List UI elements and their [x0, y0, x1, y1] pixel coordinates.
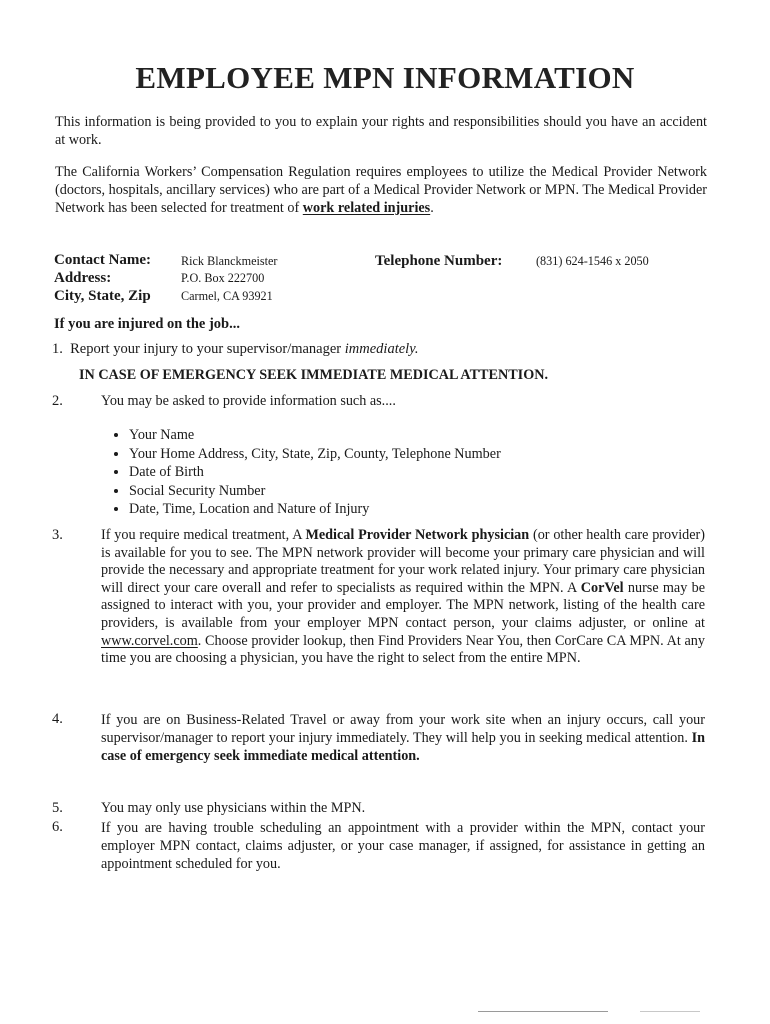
footer-rule [640, 1011, 700, 1012]
corvel-link[interactable]: www.corvel.com [101, 632, 198, 649]
step-1-text: Report your injury to your supervisor/manager [70, 341, 342, 357]
step-5-text: You may only use physicians within the MPN. [101, 800, 366, 816]
list-item: • Social Security Number [129, 482, 501, 501]
step-6-number: 6. [52, 819, 63, 835]
step-4-emphasis: In case of emergency seek immediate medical attention. [101, 730, 706, 764]
info-bullet-list [101, 426, 501, 519]
address-label: Address: [54, 270, 112, 286]
list-item: • Date of Birth [129, 463, 501, 482]
step-3-part-1: If you require medical treatment, A [101, 527, 302, 543]
step-3-text [101, 527, 705, 668]
intro-paragraph: This information is being provided to you to explain your rights and responsibilities should you have an accident at work. [55, 114, 707, 148]
emergency-notice: IN CASE OF EMERGENCY SEEK IMMEDIATE MEDICAL ATTENTION. [79, 367, 549, 383]
step-3-part-3: nurse may be assigned to interact with you, your provider and employer. The MPN network, listing of the health care providers, is available from your employer MPN contact person, your claims adjuster, or online at [101, 579, 705, 631]
step-6-text: If you are having trouble scheduling an appointment with a provider within the MPN, contact your employer MPN contact, claims adjuster, or your case manager, if assigned, for assistance in getting an appointment scheduled for you. [101, 820, 705, 872]
step-5-number: 5. [52, 800, 63, 816]
step-2-text: You may be asked to provide information such as.... [101, 393, 396, 409]
work-related-injuries-emphasis: work related injuries [302, 200, 431, 216]
list-item: • Date, Time, Location and Nature of Injury [129, 500, 501, 519]
regulation-paragraph [55, 163, 707, 217]
address-value: P.O. Box 222700 [181, 271, 265, 285]
contact-name-value: Rick Blanckmeister [181, 254, 278, 268]
step-3-part-2: (or other health care provider) is available for you to see. The MPN network provider will become your primary care physician and will provide the necessary and appropriate treatment for your work related injury. Your primary care physician will direct your care overall and refer to specialists as required within the MPN. A [101, 527, 705, 596]
list-item: • Your Home Address, City, State, Zip, County, Telephone Number [129, 445, 501, 464]
city-state-zip-label: City, State, Zip [54, 288, 151, 304]
step-1-emphasis: immediately. [344, 341, 419, 357]
step-1-number: 1. [52, 341, 63, 357]
step-4-text [101, 711, 705, 765]
step-1 [52, 341, 418, 358]
step-2-number: 2. [52, 393, 63, 409]
city-state-zip-value: Carmel, CA 93921 [181, 289, 273, 303]
footer-rule [478, 1011, 608, 1012]
step-4-plain: If you are on Business-Related Travel or away from your work site when an injury occurs, call your supervisor/manager to report your injury immediately. They will help you in seeking medical attention. [101, 712, 705, 746]
injured-heading: If you are injured on the job... [54, 316, 240, 332]
step-3-part-4: . Choose provider lookup, then Find Providers Near You, then CorCare CA MPN. At any time you are choosing a physician, you have the right to select from the entire MPN. [101, 632, 705, 667]
step-4-number: 4. [52, 711, 63, 727]
telephone-value: (831) 624-1546 x 2050 [536, 254, 649, 268]
mpn-physician-emphasis: Medical Provider Network physician [305, 527, 530, 543]
regulation-text: The California Workers’ Compensation Regulation requires employees to utilize the Medical Provider Network (doctors, hospitals, ancillary services) who are part of a Medical Provider Network or MPN. The Medical Provider Network has been selected for treatment of [55, 164, 707, 216]
corvel-emphasis: CorVel [580, 579, 624, 596]
page-title: EMPLOYEE MPN INFORMATION [135, 60, 635, 95]
contact-name-label: Contact Name: [54, 252, 152, 268]
telephone-label: Telephone Number: [375, 253, 503, 269]
list-item: • Your Name [129, 426, 501, 445]
step-3-number: 3. [52, 527, 63, 543]
regulation-end: . [430, 200, 434, 216]
